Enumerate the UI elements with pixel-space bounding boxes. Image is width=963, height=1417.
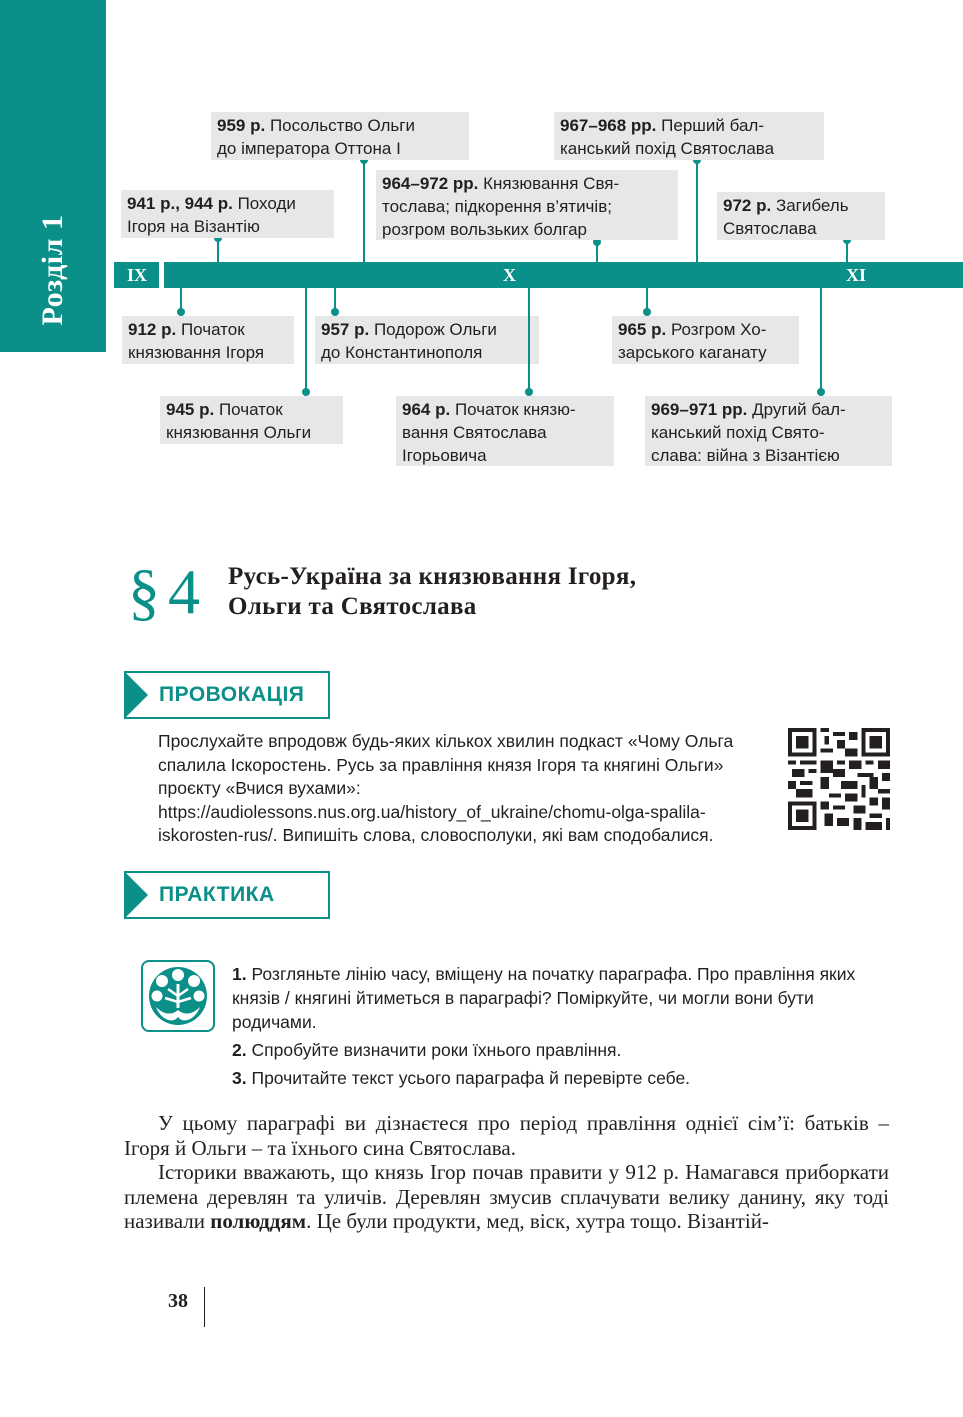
timeline-event: 945 р. Початок князювання Ольги <box>160 396 343 444</box>
list-item: 3. Прочитайте текст усього параграфа й перевірте себе. <box>232 1068 691 1088</box>
paragraph-title <box>228 562 636 622</box>
timeline-marker <box>302 388 310 396</box>
timeline-event: 912 р. Початок князювання Ігоря <box>122 316 294 364</box>
timeline-connector <box>646 288 648 310</box>
timeline-connector <box>180 288 182 310</box>
provocation-header <box>124 671 330 719</box>
timeline-event: 967–968 рр. Перший бал- канський похід Святослава <box>554 112 824 160</box>
century-label-xi: XI <box>846 265 867 285</box>
list-item: 2. Спробуйте визначити роки їхнього правління. <box>232 1040 622 1060</box>
practice-header <box>124 871 330 919</box>
timeline-event: 964–972 рр. Князювання Свя- тослава; підкорення в’ятичів; розгром вользьких болгар <box>376 170 678 240</box>
timeline-marker <box>525 388 533 396</box>
timeline-event: 959 р. Посольство Ольги до імператора Оттона І <box>211 112 469 160</box>
paragraph-title-line: Ольги та Святослава <box>228 593 477 620</box>
practice-header-label: ПРАКТИКА <box>159 883 275 906</box>
timeline-connector <box>363 160 365 262</box>
section-sign: § <box>128 556 160 627</box>
page-number-divider <box>204 1287 205 1327</box>
paragraph-number <box>128 552 200 632</box>
provocation-header-label: ПРОВОКАЦІЯ <box>159 683 305 706</box>
page-number: 38 <box>168 1290 188 1312</box>
timeline-event: 941 р., 944 р. Походи Ігоря на Візантію <box>121 190 334 238</box>
paragraph-number-value: 4 <box>168 556 200 627</box>
qr-code-icon[interactable] <box>788 728 890 830</box>
timeline-marker <box>643 308 651 316</box>
practice-list <box>232 962 882 1094</box>
arrow-icon <box>124 671 148 719</box>
section-tab <box>0 0 106 352</box>
timeline-bar <box>164 262 963 288</box>
timeline-connector <box>696 160 698 262</box>
timeline-marker <box>177 308 185 316</box>
timeline-event: 957 р. Подорож Ольги до Константинополя <box>315 316 539 364</box>
timeline-marker <box>817 388 825 396</box>
century-label-x: X <box>503 265 516 285</box>
century-label-ix: IX <box>127 265 148 285</box>
timeline-connector <box>334 288 336 310</box>
paragraph-title-line: Русь-Україна за князювання Ігоря, <box>228 563 637 590</box>
section-tab-label: Розділ 1 <box>36 214 69 326</box>
body-text <box>124 1111 889 1234</box>
timeline-connector <box>305 288 307 390</box>
timeline-event: 965 р. Розгром Хо- зарського каганату <box>612 316 799 364</box>
arrow-icon <box>124 871 148 919</box>
timeline-event: 964 р. Початок князю- вання Святослава Ігорьовича <box>396 396 614 466</box>
timeline-connector <box>820 288 822 390</box>
provocation-text: Прослухайте впродовж будь-яких кількох хвилин подкаст «Чому Ольга спалила Іскоростень. Русь за правління князя Ігоря та княгині Ольги» проєкту «Вчися вухами»: https://audiolessons.nus.org.ua/history_of_ukraine/chomu-olga-spalila-iskorosten-rus/. Випишіть слова, словосполуки, які вам сподобалися. <box>158 731 734 845</box>
list-item: 1. Розгляньте лінію часу, вміщену на початку параграфа. Про правління яких князів / княгині йтиметься в параграфі? Поміркуйте, чи могли вони бути родичами. <box>232 964 856 1032</box>
key-term: полюддям <box>210 1209 307 1233</box>
timeline-connector <box>528 288 530 390</box>
timeline-marker <box>331 308 339 316</box>
body-paragraph: У цьому параграфі ви дізнаєтеся про період правління однієї сім’ї: батьків – Ігоря й Ольги – та їхнього сина Святослава. <box>124 1111 889 1160</box>
practice-tree-icon <box>141 960 215 1032</box>
body-paragraph: Історики вважають, що князь Ігор почав правити у 912 р. Намагався приборкати племена деревлян та уличів. Деревлян змусив сплачувати велику данину, яку тоді називали полюддям. Це були продукти, мед, віск, хутра тощо. Візантій- <box>124 1160 889 1233</box>
timeline-event: 969–971 рр. Другий бал- канський похід Свято- слава: війна з Візантією <box>645 396 892 466</box>
timeline-event: 972 р. Загибель Святослава <box>717 192 885 240</box>
